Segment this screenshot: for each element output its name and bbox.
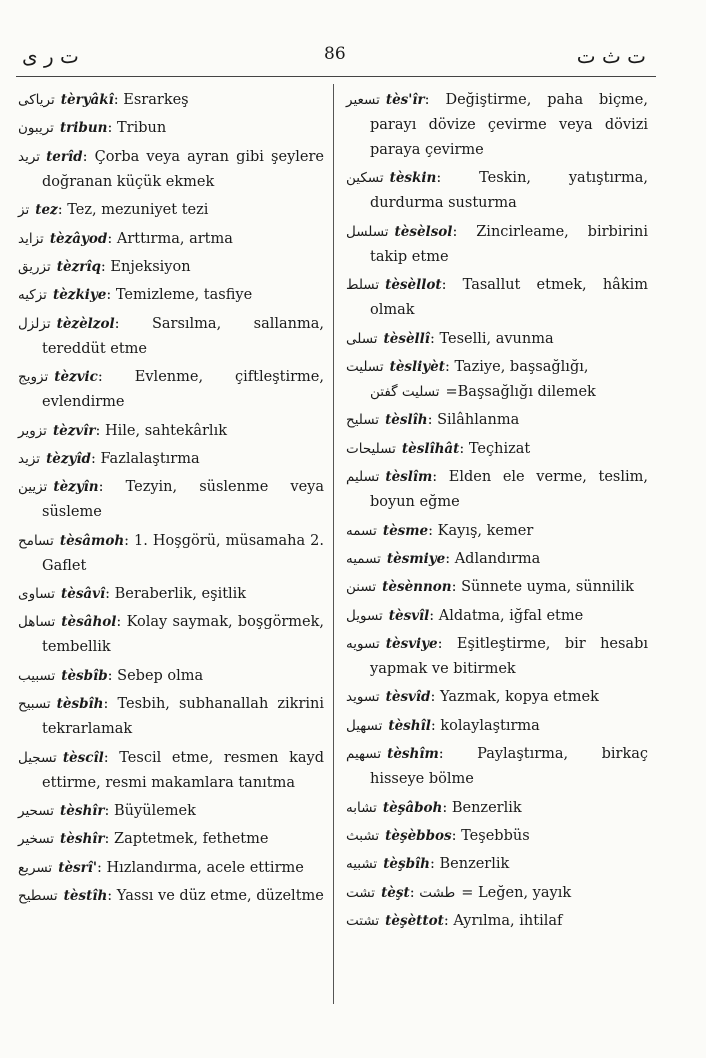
entry-arabic: تسلیت: [346, 358, 384, 375]
dictionary-entry: تسلیت tèsliyèt: Taziye, başsağlığı, تسلیت گفتن =Başsağlığı dilemek: [346, 355, 648, 405]
dictionary-entry: تشتت tèşèttot: Ayrılma, ihtilaf: [346, 913, 563, 930]
dictionary-entry: تسبیب tèsbîb: Sebep olma: [18, 667, 204, 684]
dictionary-entry: تسلسل tèsèlsol: Zincirleame, birbirini takip etme: [346, 223, 648, 265]
entry-transliteration: tèryâkî: [60, 92, 114, 108]
entry-arabic: تسلط: [346, 277, 380, 294]
entry-transliteration: tèsbîh: [56, 696, 104, 713]
entry-definition: Teselli, avunma: [439, 330, 554, 347]
header-rule: [16, 76, 656, 77]
entry-transliteration: tès'îr: [385, 92, 425, 108]
entry-definition: Kolay saymak, boşgörmek, tembellik: [42, 614, 324, 656]
dictionary-entry: تسلیحات tèslîhât: Teçhizat: [346, 440, 531, 457]
entry-arabic: تسنن: [346, 579, 377, 596]
entry-transliteration: tèsmiye: [386, 550, 446, 567]
dictionary-entry: تزید tèzyîd: Fazlalaştırma: [18, 450, 200, 467]
entry-transliteration: tèzrîq: [56, 258, 101, 275]
dictionary-entry: تشبث tèşèbbos: Teşebbüs: [346, 828, 530, 845]
column-divider: [333, 84, 334, 1004]
dictionary-entry: تسریع tèsrî': Hızlandırma, acele ettirme: [18, 859, 304, 876]
entry-transliteration: tèstîh: [63, 888, 108, 905]
dictionary-entry: تسوید tèsvîd: Yazmak, kopya etmek: [346, 689, 599, 706]
entry-arabic: تسبیب: [18, 667, 56, 684]
entry-arabic: تسلسل: [346, 223, 389, 240]
right-column: [346, 88, 648, 938]
entry-transliteration: tèshîr: [60, 831, 105, 848]
entry-definition: Zincirleame, birbirini takip etme: [370, 223, 648, 265]
entry-transliteration: tèsèllot: [385, 277, 442, 294]
dictionary-entry: تساوی tèsâvî: Beraberlik, eşitlik: [18, 586, 247, 603]
entry-arabic: تسحیر: [18, 803, 55, 820]
entry-arabic: تزویر: [18, 422, 47, 439]
entry-transliteration: tèşèbbos: [385, 828, 452, 845]
dictionary-entry: تسامح tèsâmoh: 1. Hoşgörü, müsamaha 2. Gaflet: [18, 532, 324, 574]
entry-extra-arabic: تسلیت گفتن: [370, 383, 440, 400]
entry-definition: Elden ele verme, teslim, boyun eğme: [370, 469, 648, 511]
entry-arabic: تشت: [346, 884, 376, 901]
dictionary-entry: تسلیح tèslîh: Silâhlanma: [346, 412, 520, 429]
entry-arabic: تزید: [18, 450, 41, 467]
dictionary-entry: تشابه tèşâboh: Benzerlik: [346, 799, 522, 816]
entry-definition: Fazlalaştırma: [100, 450, 200, 467]
entry-definition: Büyülemek: [114, 803, 196, 820]
entry-subline: [370, 380, 648, 405]
entry-arabic: تسمیه: [346, 550, 381, 567]
entry-arabic: تشتت: [346, 913, 380, 930]
dictionary-entry: تزاید tèzâyod: Arttırma, artma: [18, 230, 233, 247]
entry-transliteration: tèzâyod: [49, 230, 108, 247]
entry-transliteration: tèzyîd: [46, 450, 91, 467]
entry-transliteration: tèsrî': [58, 859, 98, 876]
entry-definition: Enjeksiyon: [110, 258, 191, 275]
entry-arabic: تشبث: [346, 828, 380, 845]
entry-arabic: تز: [18, 202, 30, 219]
dictionary-entry: تزیین tèzyîn: Tezyin, süslenme veya süsleme: [18, 479, 324, 521]
entry-definition: Eşitleştirme, bir hesabı yapmak ve bitirmek: [370, 636, 648, 678]
entry-arabic: تساهل: [18, 614, 56, 631]
entry-arabic: تزریق: [18, 258, 51, 275]
dictionary-entry: تسنن tèsènnon: Sünnete uyma, sünnilik: [346, 579, 634, 596]
dictionary-entry: تزویج tèzvic: Evlenme, çiftleştirme, evlendirme: [18, 369, 324, 411]
entry-transliteration: tèslîhât: [401, 440, 460, 457]
entry-definition: Tesbih, subhanallah zikrini tekrarlamak: [42, 696, 324, 738]
entry-definition: Benzerlik: [451, 799, 522, 816]
header-left-letters: ت ر ی: [22, 44, 79, 68]
entry-arabic: تسریع: [18, 859, 53, 876]
entry-arabic: تزلزل: [18, 315, 51, 332]
entry-definition: Aldatma, iğfal etme: [438, 607, 584, 624]
entry-definition: Temizleme, tasfiye: [115, 287, 253, 304]
dictionary-entry: تزکیه tèzkiye: Temizleme, tasfiye: [18, 287, 253, 304]
entry-transliteration: tèşbîh: [383, 856, 430, 873]
dictionary-entry: تسویل tèsvîl: Aldatma, iğfal etme: [346, 607, 584, 624]
dictionary-entry: تریاکی tèryâkî: Esrarkeş: [18, 92, 189, 108]
entry-extra-arabic: طشت: [419, 884, 456, 901]
entry-definition: Tasallut etmek, hâkim olmak: [370, 277, 648, 319]
entry-transliteration: tèshîr: [60, 803, 105, 820]
dictionary-entry: تسلیم tèslîm: Elden ele verme, teslim, boyun eğme: [346, 469, 648, 511]
page-number: 86: [324, 44, 346, 64]
entry-definition: Benzerlik: [439, 856, 510, 873]
entry-definition: Ayrılma, ihtilaf: [453, 913, 563, 930]
dictionary-entry: تسعیر tès'îr: Değiştirme, paha biçme, parayı dövize çevirme veya dövizi paraya çevirme: [346, 92, 649, 158]
entry-transliteration: tèsèllî: [383, 330, 430, 347]
entry-transliteration: tèzyîn: [53, 479, 99, 496]
entry-arabic: تسلی: [346, 330, 378, 347]
entry-arabic: تسوید: [346, 689, 380, 706]
entry-definition: Silâhlanma: [437, 412, 520, 429]
dictionary-entry: تزریق tèzrîq: Enjeksiyon: [18, 258, 191, 275]
entry-arabic: تسلیم: [346, 469, 380, 486]
entry-definition: Taziye, başsağlığı,: [454, 358, 589, 375]
entry-definition: Arttırma, artma: [116, 230, 233, 247]
dictionary-entry: تسویه tèsviye: Eşitleştirme, bir hesabı yapmak ve bitirmek: [346, 636, 648, 678]
entry-definition: Tez, mezuniyet tezi: [67, 202, 209, 219]
dictionary-entry: تزویر tèzvîr: Hile, sahtekârlık: [18, 422, 227, 439]
entry-arabic: تسجیل: [18, 749, 57, 766]
dictionary-entry: تسطیح tèstîh: Yassı ve düz etme, düzeltme: [18, 888, 324, 905]
dictionary-entry: تسجیل tèscîl: Tescil etme, resmen kayd ettirme, resmi makamlara tanıtma: [18, 749, 324, 791]
entry-arabic: تسعیر: [346, 92, 380, 108]
entry-transliteration: tèsvîd: [385, 689, 431, 706]
dictionary-entry: تزلزل tèzèlzol: Sarsılma, sallanma, tereddüt etme: [18, 315, 324, 357]
entry-transliteration: tèşâboh: [382, 799, 443, 816]
entry-transliteration: tèslîh: [385, 412, 428, 429]
entry-definition: Beraberlik, eşitlik: [114, 586, 247, 603]
header-right-letters: ت ث ت: [576, 44, 646, 68]
entry-definition: Kayış, kemer: [437, 522, 534, 539]
entry-transliteration: tez: [35, 202, 58, 219]
entry-arabic: تریبون: [18, 120, 54, 137]
entry-transliteration: terîd: [46, 148, 83, 165]
entry-transliteration: tèsliyèt: [389, 358, 445, 375]
entry-transliteration: tèzvic: [54, 369, 98, 386]
entry-transliteration: tèskin: [389, 170, 437, 187]
entry-transliteration: tèsme: [382, 522, 429, 539]
entry-transliteration: tèşt: [381, 884, 410, 901]
entry-arabic: تسویل: [346, 607, 383, 624]
entry-definition: Çorba veya ayran gibi şeylere doğranan küçük ekmek: [42, 148, 324, 190]
entry-transliteration: tèşèttot: [385, 913, 444, 930]
dictionary-entry: تشت tèşt: طشت = Leğen, yayık: [346, 884, 572, 901]
entry-definition: Teçhizat: [468, 440, 531, 457]
entry-arabic: تزکیه: [18, 287, 47, 304]
entry-definition: Sarsılma, sallanma, tereddüt etme: [42, 315, 324, 357]
entry-definition: Tribun: [116, 120, 167, 137]
entry-arabic: تسبیح: [18, 696, 51, 713]
entry-transliteration: tèsâmoh: [59, 532, 125, 549]
entry-arabic: تسهیم: [346, 746, 382, 763]
entry-definition: Hile, sahtekârlık: [105, 422, 227, 439]
entry-arabic: تشابه: [346, 799, 377, 816]
dictionary-entry: تساهل tèsâhol: Kolay saymak, boşgörmek, tembellik: [18, 614, 324, 656]
entry-transliteration: tèshîm: [387, 746, 439, 763]
entry-arabic: تزویج: [18, 369, 49, 386]
entry-transliteration: tèsâvî: [61, 586, 106, 603]
entry-definition: Değiştirme, paha biçme, parayı dövize çevirme veya dövizi paraya çevirme: [370, 92, 649, 158]
entry-definition: Evlenme, çiftleştirme, evlendirme: [42, 369, 324, 411]
entry-transliteration: tèscîl: [62, 749, 104, 766]
entry-arabic: تسامح: [18, 532, 54, 549]
dictionary-entry: تریبون tribun: Tribun: [18, 120, 167, 137]
dictionary-entry: تز tez: Tez, mezuniyet tezi: [18, 202, 209, 219]
entry-definition: Tezyin, süslenme veya süsleme: [42, 479, 324, 521]
dictionary-entry: تسلی tèsèllî: Teselli, avunma: [346, 330, 554, 347]
dictionary-entry: تسمیه tèsmiye: Adlandırma: [346, 550, 541, 567]
dictionary-entry: تسهیم tèshîm: Paylaştırma, birkaç hisseye bölme: [346, 746, 649, 788]
left-column: [18, 88, 324, 913]
entry-arabic: تزاید: [18, 230, 44, 247]
entry-arabic: تریاکی: [18, 92, 55, 108]
entry-definition: Sebep olma: [117, 667, 204, 684]
entry-definition: Sünnete uyma, sünnilik: [461, 579, 634, 596]
entry-definition: Tescil etme, resmen kayd ettirme, resmi makamlara tanıtma: [42, 749, 324, 791]
entry-definition: Yassı ve düz etme, düzeltme: [116, 888, 324, 905]
page-header: [0, 44, 706, 72]
entry-arabic: تسویه: [346, 636, 380, 653]
entry-arabic: تسخیر: [18, 831, 55, 848]
dictionary-entry: ترید terîd: Çorba veya ayran gibi şeylere doğranan küçük ekmek: [18, 148, 324, 190]
dictionary-entry: تسهیل tèshîl: kolaylaştırma: [346, 717, 540, 734]
entry-arabic: تسلیح: [346, 412, 380, 429]
entry-transliteration: tèzkiye: [52, 287, 107, 304]
entry-arabic: تسطیح: [18, 888, 58, 905]
entry-definition: kolaylaştırma: [440, 717, 540, 734]
entry-arabic: ترید: [18, 148, 41, 165]
entry-definition: Zaptetmek, fethetme: [114, 831, 269, 848]
dictionary-entry: تسخیر tèshîr: Zaptetmek, fethetme: [18, 831, 269, 848]
dictionary-entry: تسحیر tèshîr: Büyülemek: [18, 803, 196, 820]
entry-arabic: تسلیحات: [346, 440, 396, 457]
entry-definition: Paylaştırma, birkaç hisseye bölme: [370, 746, 649, 788]
entry-transliteration: tribun: [59, 120, 108, 137]
entry-transliteration: tèzvîr: [52, 422, 96, 439]
entry-transliteration: tèshîl: [388, 717, 431, 734]
entry-definition: Teşebbüs: [461, 828, 530, 845]
entry-transliteration: tèsâhol: [61, 614, 117, 631]
entry-transliteration: tèzèlzol: [56, 315, 115, 332]
entry-definition: 1. Hoşgörü, müsamaha 2. Gaflet: [42, 532, 324, 574]
entry-definition: Esrarkeş: [123, 92, 189, 108]
entry-arabic: تسهیل: [346, 717, 383, 734]
entry-extra-text: =Başsağlığı dilemek: [445, 383, 596, 400]
entry-definition: Yazmak, kopya etmek: [439, 689, 599, 706]
dictionary-entry: تسمه tèsme: Kayış, kemer: [346, 522, 534, 539]
dictionary-entry: تسبیح tèsbîh: Tesbih, subhanallah zikrini tekrarlamak: [18, 696, 324, 738]
entry-arabic: تزیین: [18, 479, 48, 496]
entry-definition: = Leğen, yayık: [461, 884, 572, 901]
dictionary-entry: تسکین tèskin: Teskin, yatıştırma, durdurma susturma: [346, 170, 648, 212]
entry-transliteration: tèsèlsol: [394, 223, 453, 240]
dictionary-entry: تسلط tèsèllot: Tasallut etmek, hâkim olmak: [346, 277, 648, 319]
entry-arabic: تسمه: [346, 522, 377, 539]
dictionary-entry: تشبیه tèşbîh: Benzerlik: [346, 856, 510, 873]
entry-definition: Teskin, yatıştırma, durdurma susturma: [370, 170, 648, 212]
entry-arabic: تسکین: [346, 170, 384, 187]
entry-transliteration: tèsbîb: [61, 667, 108, 684]
entry-transliteration: tèsènnon: [382, 579, 452, 596]
entry-transliteration: tèsvîl: [388, 607, 430, 624]
entry-arabic: تشبیه: [346, 856, 378, 873]
entry-transliteration: tèsviye: [385, 636, 438, 653]
entry-definition: Adlandırma: [454, 550, 541, 567]
entry-arabic: تساوی: [18, 586, 55, 603]
entry-definition: Hızlandırma, acele ettirme: [106, 859, 304, 876]
entry-transliteration: tèslîm: [385, 469, 433, 486]
